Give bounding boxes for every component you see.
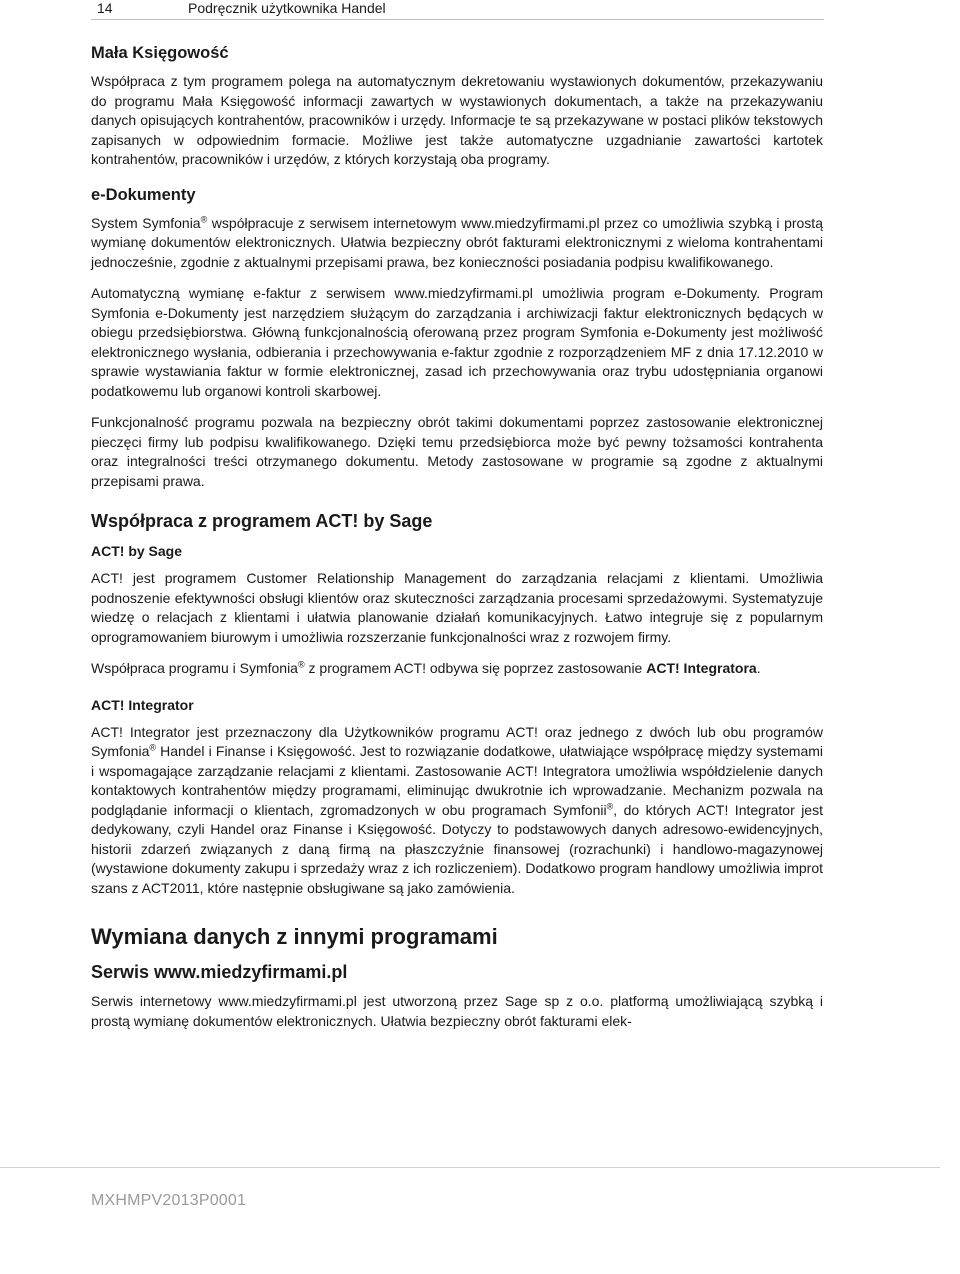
footer-document-code: MXHMPV2013P0001 (91, 1192, 247, 1209)
subheading-act-integrator: ACT! Integrator (91, 696, 194, 713)
paragraph-serwis: Serwis internetowy www.miedzyfirmami.pl jest utworzoną przez Sage sp z o.o. platformą umożliwiającą szybką i prostą wymianę dokumentów elektronicznych. Ułatwia bezpieczny obrót fakturami elek- (91, 993, 823, 1029)
registered-mark: ® (606, 800, 614, 811)
subheading-serwis: Serwis www.miedzyfirmami.pl (91, 962, 348, 982)
text-fragment: współpracuje z serwisem internetowym www.miedzyfirmami.pl przez co umożliwia szybką i prostą wymianę dokumentów elektronicznych. Ułatwia bezpieczny obrót fakturami elektronicznymi z wieloma kontrahentami jednocześnie, zgodnie z aktualnymi przepisami prawa, bez konieczności posiadania podpisu kwalifikowanego. (91, 214, 823, 270)
text-fragment: System Symfonia (91, 214, 201, 231)
heading-wymiana-danych: Wymiana danych z innymi programami (91, 924, 498, 949)
registered-mark: ® (297, 659, 305, 670)
text-fragment: ACT! Integrator jest przeznaczony dla Użytkowników programu ACT! oraz jednego z dwóch lub obu programów Symfonia (91, 723, 823, 759)
paragraph-e-dokumenty-2: Automatyczną wymianę e-faktur z serwisem www.miedzyfirmami.pl umożliwia program e-Dokumenty. Program Symfonia e-Dokumenty jest narzędziem służącym do zarządzania i archiwizacji faktur elektronicznych będących w obiegu przedsiębiorstwa. Główną funkcjonalnością oferowaną przez program Symfonia e-Dokumenty jest możliwość elektronicznego wysłania, odbierania i przechowywania e-faktur zgodnie z rozporządzeniem MF z dnia 17.12.2010 w sprawie wystawiania faktur w formie elektronicznej, zasad ich przechowywania oraz trybu udostępniania organowi podatkowemu lub organowi kontroli skarbowej. (91, 285, 823, 399)
paragraph-mala-ksiegowosc: Współpraca z tym programem polega na automatycznym dekretowaniu wystawionych dokumentów, przekazywaniu do programu Mała Księgowość informacji zawartych w wystawionych dokumentach, a także na przekazywaniu danych opisujących kontrahentów, pracowników i urzędy. Informacje te są przekazywane w postaci plików tekstowych zapisanych w odpowiednim formacie. Możliwe jest także automatyczne uzgadnianie zawartości kartotek kontrahentów, pracowników i urzędów, z których korzystają oba programy. (91, 73, 823, 167)
footer-divider (0, 1167, 940, 1168)
page-content (91, 40, 823, 1031)
bold-act-integrator: ACT! Integratora (646, 660, 757, 676)
text-fragment: Handel i Finanse i Księgowość. Jest to rozwiązanie dodatkowe, ułatwiające współpracę między systemami i wspomagające zarządzanie relacjami z klientami. Zastosowanie ACT! Integratora umożliwia współdzielenie danych kontaktowych kontrahentów między programami, eliminując dwukrotnie ich wprowadzanie. Mechanizm pozwala na podglądanie informacji o klientach, zgromadzonych w obu programach Symfonii (91, 743, 823, 818)
paragraph-act-3 (91, 723, 823, 899)
text-fragment: Współpraca programu i Symfonia (91, 660, 298, 676)
header-title: Podręcznik użytkownika Handel (188, 0, 386, 16)
paragraph-act-1: ACT! jest programem Customer Relationship Management do zarządzania relacjami z klientami. Umożliwia podnoszenie efektywności obsługi klientów oraz skuteczności zarządzania procesami sprzedażowymi. Systematyzuje wiedzę o relacjach z klientami i ułatwia planowanie działań komunikacyjnych. Łatwo integruje się z popularnym oprogramowaniem biurowym i umożliwia rozszerzanie funkcjonalności wraz z rozwojem firmy. (91, 570, 823, 645)
registered-mark: ® (200, 213, 208, 224)
paragraph-e-dokumenty-3: Funkcjonalność programu pozwala na bezpieczny obrót takimi dokumentami poprzez zastosowanie elektronicznej pieczęci firmy lub podpisu kwalifikowanego. Dzięki temu przedsiębiorca może być pewny tożsamości kontrahenta oraz integralności treści otrzymanego dokumentu. Metody zastosowane w programie są zgodne z aktualnymi przepisami prawa. (91, 414, 823, 489)
page-number: 14 (97, 0, 113, 16)
heading-e-dokumenty: e-Dokumenty (91, 185, 196, 204)
paragraph-e-dokumenty-1 (91, 214, 823, 273)
text-fragment: . (756, 660, 761, 676)
heading-act-by-sage: Współpraca z programem ACT! by Sage (91, 511, 433, 531)
registered-mark: ® (149, 742, 156, 753)
paragraph-act-2 (91, 659, 823, 679)
page-header (91, 0, 824, 20)
text-fragment: , do których ACT! Integrator jest dedykowany, czyli Handel oraz Finanse i Księgowość. Dotyczy to podstawowych danych adresowo-ewidencyjnych, historii zdarzeń związanych z daną firmą na płaszczyźnie finansowej (rozrachunki) i handlowo-magazynowej (wystawione dokumenty zakupu i sprzedaży wraz z ich rozliczeniem). Dodatkowo program handlowy umożliwia improt szans z ACT2011, które następnie obsługiwane są jako zamówienia. (91, 801, 823, 896)
text-fragment: z programem ACT! odbywa się poprzez zastosowanie (304, 660, 647, 676)
heading-mala-ksiegowosc: Mała Księgowość (91, 44, 229, 62)
subheading-act-by-sage: ACT! by Sage (91, 543, 183, 559)
